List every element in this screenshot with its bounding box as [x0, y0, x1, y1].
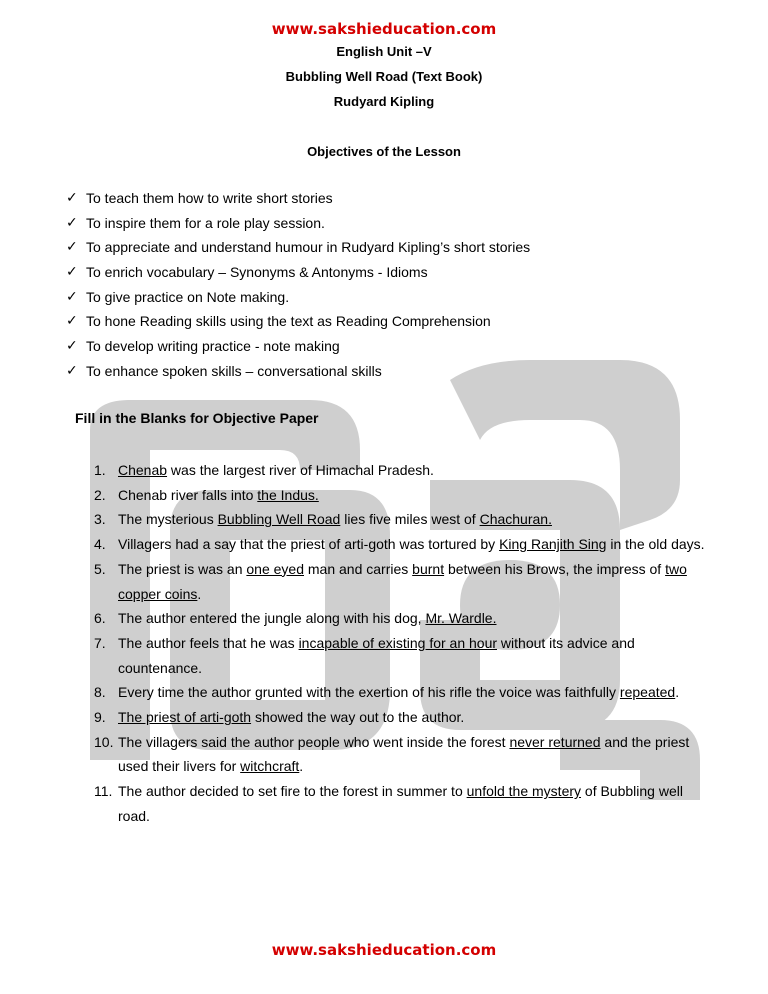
check-icon: ✓ — [66, 338, 78, 355]
blank-number: 3. — [94, 511, 106, 528]
blank-text: of Bubbling well road. — [118, 783, 683, 824]
fill-in-blanks-heading: Fill in the Blanks for Objective Paper — [75, 410, 319, 426]
blank-item — [94, 705, 714, 730]
blank-text: between his Brows, the impress of — [444, 560, 666, 577]
blank-number: 6. — [94, 610, 106, 627]
blank-text: lies five miles west of — [340, 511, 480, 528]
check-icon: ✓ — [66, 288, 78, 305]
site-link-top[interactable]: www.sakshieducation.com — [271, 20, 497, 38]
blank-item — [94, 680, 714, 705]
blank-number: 8. — [94, 684, 106, 701]
blank-text: man and carries — [304, 560, 413, 577]
blank-item — [94, 458, 714, 483]
objective-item — [66, 312, 530, 337]
blank-answer: the Indus. — [257, 486, 319, 503]
blank-text: Chenab river falls into — [118, 486, 258, 503]
objective-text: To enrich vocabulary – Synonyms & Antonyms - Idioms — [86, 264, 428, 281]
check-icon: ✓ — [66, 214, 78, 231]
blank-item — [94, 507, 714, 532]
blank-number: 4. — [94, 536, 106, 553]
check-icon: ✓ — [66, 264, 78, 281]
blank-answer: Chenab — [118, 462, 168, 478]
blank-item — [94, 730, 714, 779]
blank-text: and the priest used their livers for — [118, 733, 690, 775]
blank-answer: never returned — [509, 733, 601, 750]
blank-text: The priest is was an — [118, 560, 247, 577]
objective-text: To give practice on Note making. — [86, 288, 290, 305]
objective-text: To hone Reading skills using the text as Reading Comprehension — [86, 313, 491, 330]
objective-item — [66, 189, 530, 214]
blank-item — [94, 557, 714, 606]
objective-text: To teach them how to write short stories — [86, 190, 333, 206]
author-name: Rudyard Kipling — [333, 94, 435, 109]
blank-text: The mysterious — [118, 511, 218, 528]
objective-item — [66, 288, 530, 313]
blank-text: was the largest river of Himachal Pradesh. — [167, 462, 434, 478]
blank-answer: Mr. Wardle. — [425, 610, 497, 627]
blank-answer: incapable of existing for an hour — [298, 634, 498, 651]
objective-text: To develop writing practice - note making — [86, 338, 340, 355]
objective-item — [66, 362, 530, 387]
blank-answer: unfold the mystery — [466, 783, 582, 800]
objective-text: To enhance spoken skills – conversational skills — [86, 362, 382, 379]
blank-answer: witchcraft — [240, 758, 300, 775]
blank-text: in the old days. — [606, 536, 705, 553]
blank-number: 11. — [94, 783, 113, 800]
blank-text: Villagers had a say that the priest of arti-goth was tortured by — [118, 536, 500, 553]
lesson-title: Bubbling Well Road (Text Book) — [285, 69, 483, 84]
site-link-bottom[interactable]: www.sakshieducation.com — [271, 941, 497, 959]
blank-answer: burnt — [412, 560, 445, 577]
blank-answer: one eyed — [246, 560, 304, 577]
blank-number: 9. — [94, 709, 106, 726]
blank-item — [94, 532, 714, 557]
objective-item — [66, 263, 530, 288]
objective-item — [66, 214, 530, 239]
blank-text: showed the way out to the author. — [251, 709, 465, 726]
blank-number: 7. — [94, 634, 106, 651]
blank-text: . — [675, 684, 680, 701]
blank-number: 10. — [94, 733, 114, 750]
blank-item — [94, 483, 714, 508]
blank-answer: Bubbling Well Road — [217, 511, 341, 528]
blank-answer: Chachuran. — [479, 511, 552, 528]
blank-text: The author feels that he was — [118, 634, 299, 651]
objective-item — [66, 238, 530, 263]
blank-number: 5. — [94, 560, 106, 577]
objectives-list — [66, 189, 530, 387]
blank-text: without its advice and countenance. — [118, 634, 635, 676]
unit-title: English Unit –V — [336, 44, 432, 59]
blank-answer: King Ranjith Sing — [499, 536, 607, 553]
objective-text: To inspire them for a role play session. — [86, 214, 325, 231]
blank-text: The villagers said the author people who went inside the forest — [118, 733, 510, 750]
blank-answer: repeated — [619, 684, 676, 701]
blank-text: . — [299, 758, 304, 775]
objective-text: To appreciate and understand humour in Rudyard Kipling’s short stories — [86, 239, 531, 256]
blank-item — [94, 606, 714, 631]
blank-answer: two copper coins — [118, 560, 687, 602]
objectives-heading: Objectives of the Lesson — [307, 144, 461, 159]
blank-text: Every time the author grunted with the exertion of his rifle the voice was faithfully — [118, 684, 620, 701]
fill-in-blanks-list — [94, 458, 714, 829]
blank-item — [94, 779, 714, 828]
check-icon: ✓ — [66, 239, 78, 256]
check-icon: ✓ — [66, 190, 78, 206]
blank-item — [94, 631, 714, 680]
check-icon: ✓ — [66, 313, 78, 330]
blank-number: 2. — [94, 486, 106, 503]
blank-number: 1. — [94, 462, 106, 478]
blank-text: . — [197, 585, 202, 602]
check-icon: ✓ — [66, 362, 78, 379]
blank-answer: The priest of arti-goth — [118, 709, 252, 726]
blank-text: The author entered the jungle along with his dog, — [118, 610, 426, 627]
blank-text: The author decided to set fire to the forest in summer to — [118, 783, 467, 800]
objective-item — [66, 337, 530, 362]
